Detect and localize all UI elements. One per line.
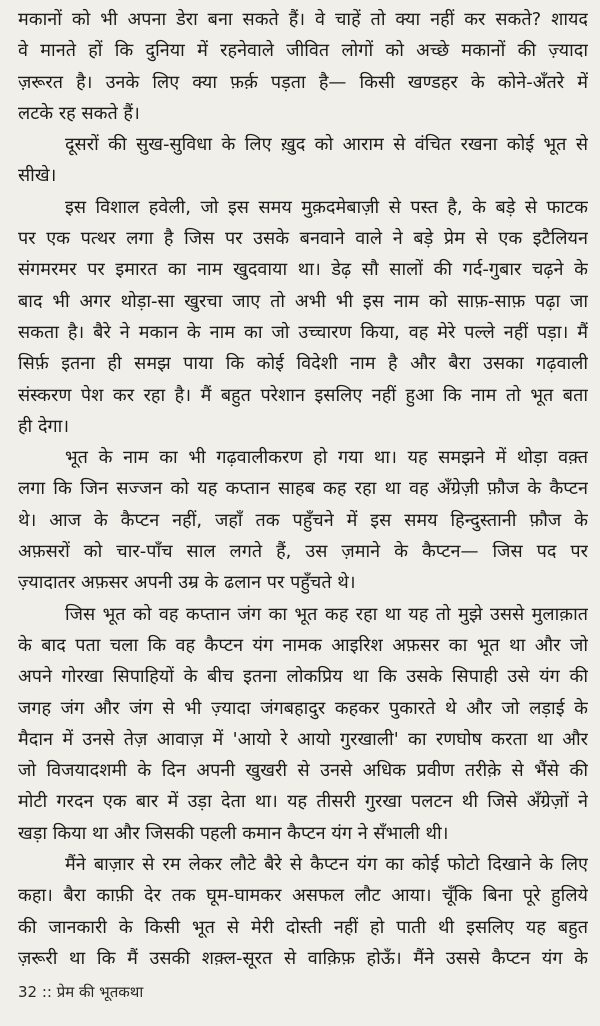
text-line: जो विजयादशमी के दिन अपनी खुखरी से उनसे अधिक प्रवीण तरीक़े से भैंसे की <box>18 760 588 782</box>
text-line: थे। आज के कैप्टन नहीं, जहाँ तक पहुँचने में इस समय हिन्दुस्तानी फ़ौज के <box>18 509 588 531</box>
text-line: वे मानते हों कि दुनिया में रहनेवाले जीवित लोगों को अच्छे मकानों की ज़्यादा <box>18 40 588 62</box>
text-line: मैदान में उनसे तेज़ आवाज़ में 'आयो रे आयो गुरखाली' का रणघोष करता था और <box>18 728 588 750</box>
text-line: संस्करण पेश कर रहा है। मैं बहुत परेशान इसलिए नहीं हुआ कि नाम तो भूत बता <box>18 384 588 406</box>
text-line: इस विशाल हवेली, जो इस समय मुक़दमेबाज़ी से पस्त है, के बड़े से फाटक <box>65 196 588 218</box>
text-line: ही देगा। <box>18 415 70 437</box>
page-body-text <box>18 4 588 974</box>
paragraph <box>18 442 588 598</box>
text-line: खड़ा किया था और जिसकी पहली कमान कैप्टन यंग ने सँभाली थी। <box>18 822 449 844</box>
paragraph <box>18 4 588 129</box>
paragraph <box>18 599 588 849</box>
text-line: मोटी गरदन एक बार में उड़ा देता था। यह तीसरी गुरखा पलटन थी जिसे अँग्रेज़ों ने <box>18 791 588 813</box>
text-line: ज़रूरत है। उनके लिए क्या फ़र्क़ पड़ता है— किसी खण्डहर के कोने-अँतरे में <box>18 71 588 93</box>
text-line: मैंने बाज़ार से रम लेकर लौटे बैरे से कैप्टन यंग का कोई फोटो दिखाने के लिए <box>65 854 588 876</box>
text-line: अपने गोरखा सिपाहियों के बीच इतना लोकप्रिय था कि उसके सिपाही उसे यंग की <box>18 666 588 688</box>
text-line: दूसरों की सुख-सुविधा के लिए ख़ुद को आराम से वंचित रखना कोई भूत से <box>65 134 588 156</box>
text-line: लटके रह सकते हैं। <box>18 102 140 124</box>
paragraph <box>18 849 588 974</box>
text-line: कहा। बैरा काफ़ी देर तक घूम-घामकर असफल लौट आया। चूँकि बिना पूरे हुलिये <box>18 885 588 907</box>
text-line: जिस भूत को वह कप्तान जंग का भूत कह रहा था यह तो मुझे उससे मुलाक़ात <box>65 603 588 625</box>
text-line: की जानकारी के किसी भूत से मेरी दोस्ती नहीं हो पाती थी इसलिए यह बहुत <box>18 916 588 938</box>
page-footer: 32 :: प्रेम की भूतकथा <box>18 983 144 1001</box>
text-line: ज़्यादातर अफ़सर अपनी उम्र के ढलान पर पहुँचते थे। <box>18 572 356 594</box>
text-line: ज़रूरी था कि मैं उसकी शक़्ल-सूरत से वाक़िफ़ होऊँ। मैंने उससे कैप्टन यंग के <box>18 947 588 969</box>
text-line: अफ़सरों को चार-पाँच साल लगते हैं, उस ज़माने के कैप्टन— जिस पद पर <box>18 541 588 563</box>
text-line: भूत के नाम का भी गढ़वालीकरण हो गया था। यह समझने में थोड़ा वक़्त <box>65 447 588 469</box>
text-line: लगा कि जिन सज्जन को यह कप्तान साहब कह रहा था वह अँग्रेज़ी फ़ौज के कैप्टन <box>18 478 588 500</box>
text-line: जगह जंग और जंग से भी ज़्यादा जंगबहादुर कहकर पुकारते थे और जो लड़ाई के <box>18 697 588 719</box>
paragraph <box>18 129 588 192</box>
text-line: पर एक पत्थर लगा है जिस पर उसके बनवाने वाले ने बड़े प्रेम से एक इटैलियन <box>18 228 588 250</box>
text-line: मकानों को भी अपना डेरा बना सकते हैं। वे चाहें तो क्या नहीं कर सकते? शायद <box>18 9 588 30</box>
text-line: सकता है। बैरे ने मकान के नाम का जो उच्चारण किया, वह मेरे पल्ले नहीं पड़ा। मैं <box>18 321 588 343</box>
text-line: के बाद पता चला कि वह कैप्टन यंग नामक आइरिश अफ़सर का भूत था और जो <box>18 634 588 656</box>
text-line: संगमरमर पर इमारत का नाम खुदवाया था। डेढ़ सौ सालों की गर्द-गुबार चढ़ने के <box>18 259 588 281</box>
paragraph <box>18 192 588 442</box>
text-line: बाद भी अगर थोड़ा-सा खुरचा जाए तो अभी भी इस नाम को साफ़-साफ़ पढ़ा जा <box>18 290 588 312</box>
text-line: सिर्फ़ इतना ही समझ पाया कि कोई विदेशी नाम है और बैरा उसका गढ़वाली <box>18 353 588 375</box>
text-line: सीखे। <box>18 165 57 187</box>
